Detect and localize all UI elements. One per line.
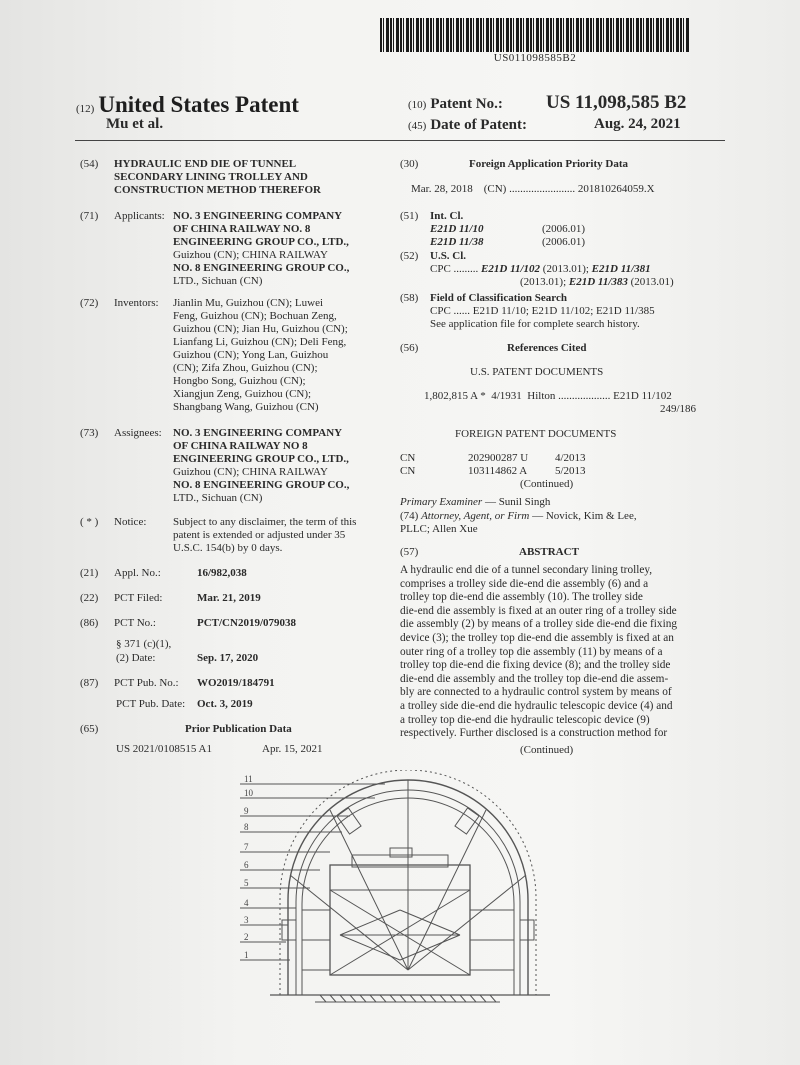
continued-references: (Continued) (520, 478, 574, 490)
pct-no-label: PCT No.: (114, 617, 156, 629)
foreign-docs-heading: FOREIGN PATENT DOCUMENTS (455, 428, 617, 440)
patent-number-code: (10) (408, 99, 427, 111)
fig-label-6: 6 (244, 860, 249, 870)
foreign-code: (30) (400, 158, 419, 170)
field-cpc: CPC ...... E21D 11/10; E21D 11/102; E21D 11/385 (430, 305, 655, 317)
foreign-doc-row: CN 202900287 U 4/2013 (400, 452, 586, 464)
fig-label-7: 7 (244, 842, 249, 852)
notice-label: Notice: (114, 516, 147, 528)
applicants-code: (71) (80, 210, 99, 222)
intcl-code: (51) (400, 210, 419, 222)
notice-code: ( * ) (80, 516, 99, 528)
us-doc-subclass: 249/186 (659, 403, 696, 415)
applicants-label: Applicants: (114, 210, 165, 222)
patent-date-code: (45) (408, 120, 427, 132)
pct-number: PCT/CN2019/079038 (197, 617, 296, 629)
attorney-line2: PLLC; Allen Xue (400, 523, 478, 535)
abstract-text: A hydraulic end die of a tunnel secondary lining trolley, comprises a trolley side die-end die assembly (6) and a trolley top die-end die assembly (10). The trolley side die-end die assembly is fixed at an outer ring of a trolley side die assembly (2) by means of a trolley side die-end die fixing device (3); the trolley top die-end die assembly is fixed at an outer ring of a trolley top die assembly (11) by means of a trolley top die-end die fixing device (8); and the trolley side die-end die assembly and the trolley top die-end die assem- bly are connected to a hydraulic control system by means of a trolley side die-end die hydraulic telescopic device (4) and a trolley top die-end die hydraulic telescopic device (9) respectively. Further disclosed is a construction method for (400, 564, 678, 740)
abstract-code: (57) (400, 546, 419, 558)
cpc-row: CPC ......... E21D 11/102 (2013.01); E21D 11/381 (430, 263, 651, 275)
patent-number-row (408, 92, 728, 113)
s371-line2: (2) Date: (116, 652, 156, 664)
title-code: (54) (80, 158, 99, 170)
appl-code: (21) (80, 567, 99, 579)
field-code: (58) (400, 292, 419, 304)
inventors: Jianlin Mu, Guizhou (CN); Luwei Feng, Guizhou (CN); Bochuan Zeng, Guizhou (CN); Jian Hu, Guizhou (CN); Lianfang Li, Guizhou (CN); Deli Feng, Guizhou (CN); Yong Lan, Guizhou (CN); Zifa Zhou, Guizhou (CN); Hongbo Song, Guizhou (CN); Xiangjun Zeng, Guizhou (CN); Shangbang Wang, Guizhou (CN) (173, 297, 348, 413)
foreign-heading: Foreign Application Priority Data (469, 158, 628, 170)
prior-heading: Prior Publication Data (185, 723, 292, 735)
patent-date-label: Date of Patent: (430, 117, 527, 133)
refs-heading: References Cited (507, 342, 587, 354)
patent-title: HYDRAULIC END DIE OF TUNNEL SECONDARY LINING TROLLEY AND CONSTRUCTION METHOD THEREFOR (114, 158, 321, 196)
foreign-priority-row: Mar. 28, 2018 (CN) ........................ 201810264059.X (411, 183, 655, 195)
patent-number: US 11,098,585 B2 (546, 92, 687, 113)
inventors-code: (72) (80, 297, 99, 309)
fig-label-10: 10 (244, 788, 253, 798)
fig-label-5: 5 (244, 878, 249, 888)
fig-label-2: 2 (244, 932, 249, 942)
patent-type-title: United States Patent (98, 92, 299, 117)
fig-label-1: 1 (244, 950, 249, 960)
s371-line1: § 371 (c)(1), (116, 638, 172, 650)
intcl-label: Int. Cl. (430, 210, 464, 222)
inventors-label: Inventors: (114, 297, 159, 309)
pct-no-code: (86) (80, 617, 99, 629)
fig-label-8: 8 (244, 822, 249, 832)
patent-date: Aug. 24, 2021 (594, 116, 681, 132)
uscl-label: U.S. Cl. (430, 250, 467, 262)
us-doc-row: 1,802,815 A * 4/1931 Hilton ................... E21D 11/102 (424, 390, 672, 402)
patent-date-row (408, 116, 728, 134)
field-note: See application file for complete search history. (430, 318, 640, 330)
cpc-row-2: (2013.01); E21D 11/383 (2013.01) (520, 276, 674, 288)
pub-date: Oct. 3, 2019 (197, 698, 253, 710)
pub-number: WO2019/184791 (197, 677, 275, 689)
assignees-label: Assignees: (114, 427, 162, 439)
assignees: NO. 3 ENGINEERING COMPANY OF CHINA RAILWAY NO 8 ENGINEERING GROUP CO., LTD., Guizhou (CN); CHINA RAILWAY NO. 8 ENGINEERING GROUP CO., LTD., Sichuan (CN) (173, 427, 350, 504)
fig-label-3: 3 (244, 915, 249, 925)
pct-filed-code: (22) (80, 592, 99, 604)
abstract-heading: ABSTRACT (519, 546, 579, 558)
prior-code: (65) (80, 723, 99, 735)
header-rule (75, 140, 725, 141)
tunnel-trolley-figure (230, 770, 580, 1010)
applicants: NO. 3 ENGINEERING COMPANY OF CHINA RAILWAY NO. 8 ENGINEERING GROUP CO., LTD., Guizhou (CN); CHINA RAILWAY NO. 8 ENGINEERING GROUP CO., LTD., Sichuan (CN) (173, 210, 350, 287)
notice-text: Subject to any disclaimer, the term of this patent is extended or adjusted under 35 U.S.C. 154(b) by 0 days. (173, 516, 357, 554)
pct-filed-label: PCT Filed: (114, 592, 163, 604)
pub-no-code: (87) (80, 677, 99, 689)
pub-no-label: PCT Pub. No.: (114, 677, 179, 689)
appl-label: Appl. No.: (114, 567, 161, 579)
continued-abstract: (Continued) (520, 744, 574, 756)
kind-code: (12) (76, 103, 95, 115)
foreign-doc-row: CN 103114862 A 5/2013 (400, 465, 586, 477)
prior-date: Apr. 15, 2021 (262, 743, 323, 755)
patent-number-label: Patent No.: (430, 96, 503, 112)
pct-filed-date: Mar. 21, 2019 (197, 592, 261, 604)
refs-code: (56) (400, 342, 419, 354)
prior-number: US 2021/0108515 A1 (116, 743, 212, 755)
barcode-number: US011098585B2 (493, 52, 577, 64)
s371-date: Sep. 17, 2020 (197, 652, 259, 664)
fig-label-4: 4 (244, 898, 249, 908)
fig-label-11: 11 (244, 774, 253, 784)
assignees-code: (73) (80, 427, 99, 439)
uscl-code: (52) (400, 250, 419, 262)
barcode (380, 18, 690, 52)
appl-number: 16/982,038 (197, 567, 247, 579)
inventor-short: Mu et al. (106, 116, 164, 132)
pub-date-label: PCT Pub. Date: (116, 698, 186, 710)
field-label: Field of Classification Search (430, 292, 567, 304)
primary-examiner: Primary Examiner — Sunil Singh (400, 496, 551, 508)
intcl-items: E21D 11/10 (2006.01) E21D 11/38 (2006.01) (430, 223, 586, 248)
fig-label-9: 9 (244, 806, 249, 816)
header-left (76, 92, 299, 118)
attorney: (74) Attorney, Agent, or Firm — Novick, Kim & Lee, (400, 510, 637, 522)
us-docs-heading: U.S. PATENT DOCUMENTS (470, 366, 604, 378)
